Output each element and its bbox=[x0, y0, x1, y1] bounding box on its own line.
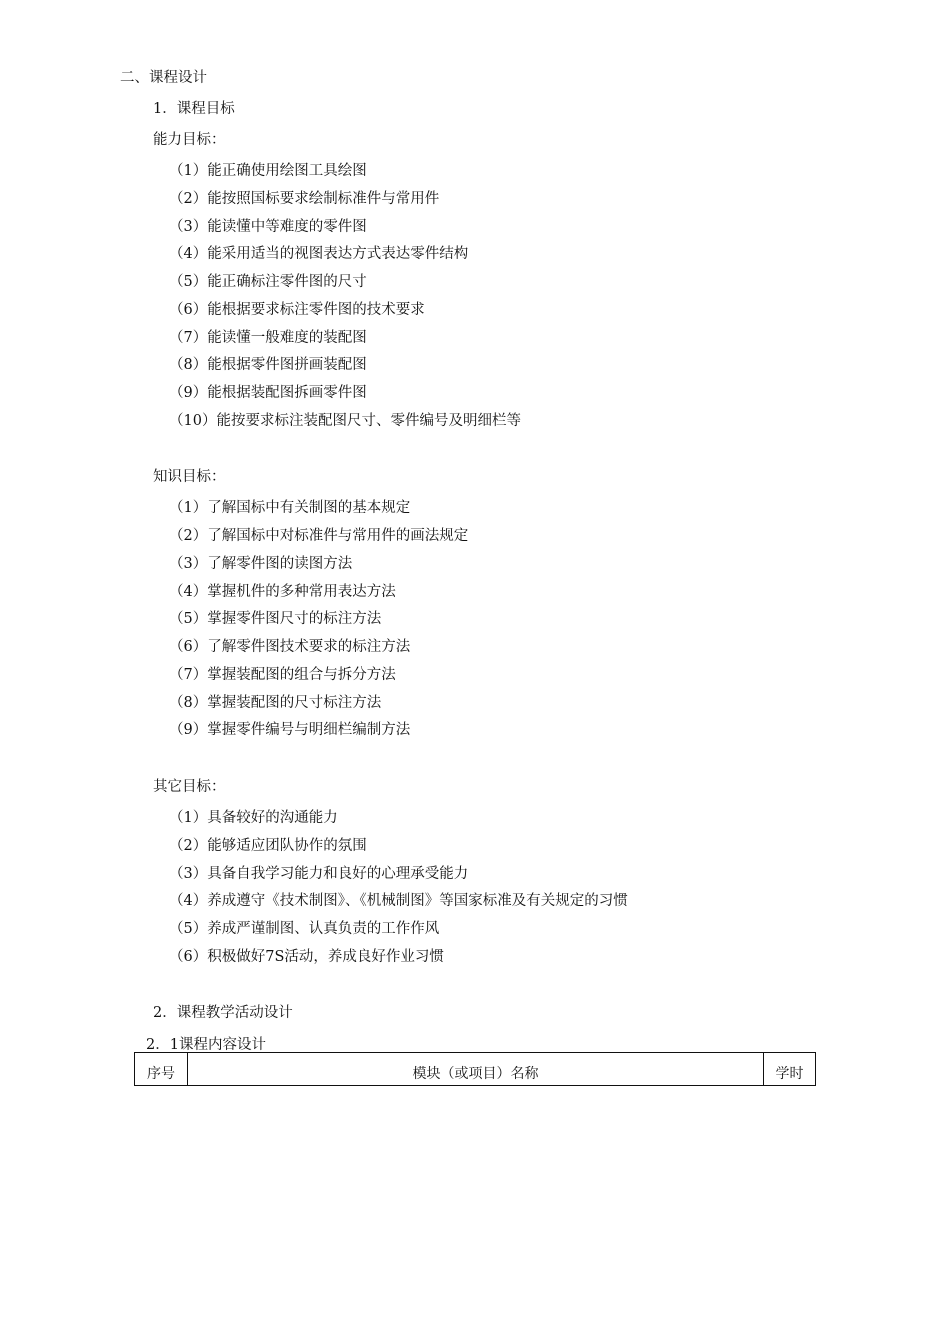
other-objective-item: （5）养成严谨制图、认真负责的工作作风 bbox=[169, 921, 440, 937]
ability-objective-item: （3）能读懂中等难度的零件图 bbox=[169, 219, 367, 235]
knowledge-objective-item: （3）了解零件图的读图方法 bbox=[169, 556, 353, 572]
section-title: 二、课程设计 bbox=[120, 70, 207, 86]
course-content-table-header bbox=[134, 1052, 816, 1086]
other-objective-item: （3）具备自我学习能力和良好的心理承受能力 bbox=[169, 866, 469, 882]
course-objectives-title: 1．课程目标 bbox=[153, 101, 235, 117]
other-objective-item: （2）能够适应团队协作的氛围 bbox=[169, 838, 367, 854]
ability-objective-item: （5）能正确标注零件图的尺寸 bbox=[169, 274, 367, 290]
other-objective-item: （4）养成遵守《技术制图》、《机械制图》等国家标准及有关规定的习惯 bbox=[169, 893, 628, 909]
ability-objective-item: （10）能按要求标注装配图尺寸、零件编号及明细栏等 bbox=[169, 413, 521, 429]
knowledge-objective-item: （6）了解零件图技术要求的标注方法 bbox=[169, 639, 411, 655]
other-objective-item: （6）积极做好7S活动，养成良好作业习惯 bbox=[169, 949, 444, 965]
knowledge-objective-item: （2）了解国标中对标准件与常用件的画法规定 bbox=[169, 528, 469, 544]
knowledge-objective-item: （9）掌握零件编号与明细栏编制方法 bbox=[169, 722, 411, 738]
other-objective-item: （1）具备较好的沟通能力 bbox=[169, 810, 338, 826]
other-objectives-heading: 其它目标： bbox=[153, 779, 226, 795]
ability-objective-item: （7）能读懂一般难度的装配图 bbox=[169, 330, 367, 346]
knowledge-objective-item: （7）掌握装配图的组合与拆分方法 bbox=[169, 667, 396, 683]
knowledge-objective-item: （4）掌握机件的多种常用表达方法 bbox=[169, 584, 396, 600]
knowledge-objective-item: （8）掌握装配图的尺寸标注方法 bbox=[169, 695, 382, 711]
knowledge-objective-item: （1）了解国标中有关制图的基本规定 bbox=[169, 500, 411, 516]
ability-objective-item: （6）能根据要求标注零件图的技术要求 bbox=[169, 302, 425, 318]
ability-objective-item: （2）能按照国标要求绘制标准件与常用件 bbox=[169, 191, 440, 207]
course-content-design-title: 2．1课程内容设计 bbox=[146, 1037, 266, 1053]
knowledge-objective-item: （5）掌握零件图尺寸的标注方法 bbox=[169, 611, 382, 627]
table-header-hours: 学时 bbox=[775, 1066, 804, 1082]
teaching-activity-design-title: 2．课程教学活动设计 bbox=[153, 1005, 293, 1021]
ability-objective-item: （8）能根据零件图拼画装配图 bbox=[169, 357, 367, 373]
ability-objectives-heading: 能力目标： bbox=[153, 132, 226, 148]
ability-objective-item: （1）能正确使用绘图工具绘图 bbox=[169, 163, 367, 179]
table-header-module-name: 模块（或项目）名称 bbox=[188, 1053, 764, 1085]
knowledge-objectives-heading: 知识目标： bbox=[153, 469, 226, 485]
ability-objective-item: （9）能根据装配图拆画零件图 bbox=[169, 385, 367, 401]
ability-objective-item: （4）能采用适当的视图表达方式表达零件结构 bbox=[169, 246, 469, 262]
table-header-number: 序号 bbox=[135, 1053, 188, 1085]
